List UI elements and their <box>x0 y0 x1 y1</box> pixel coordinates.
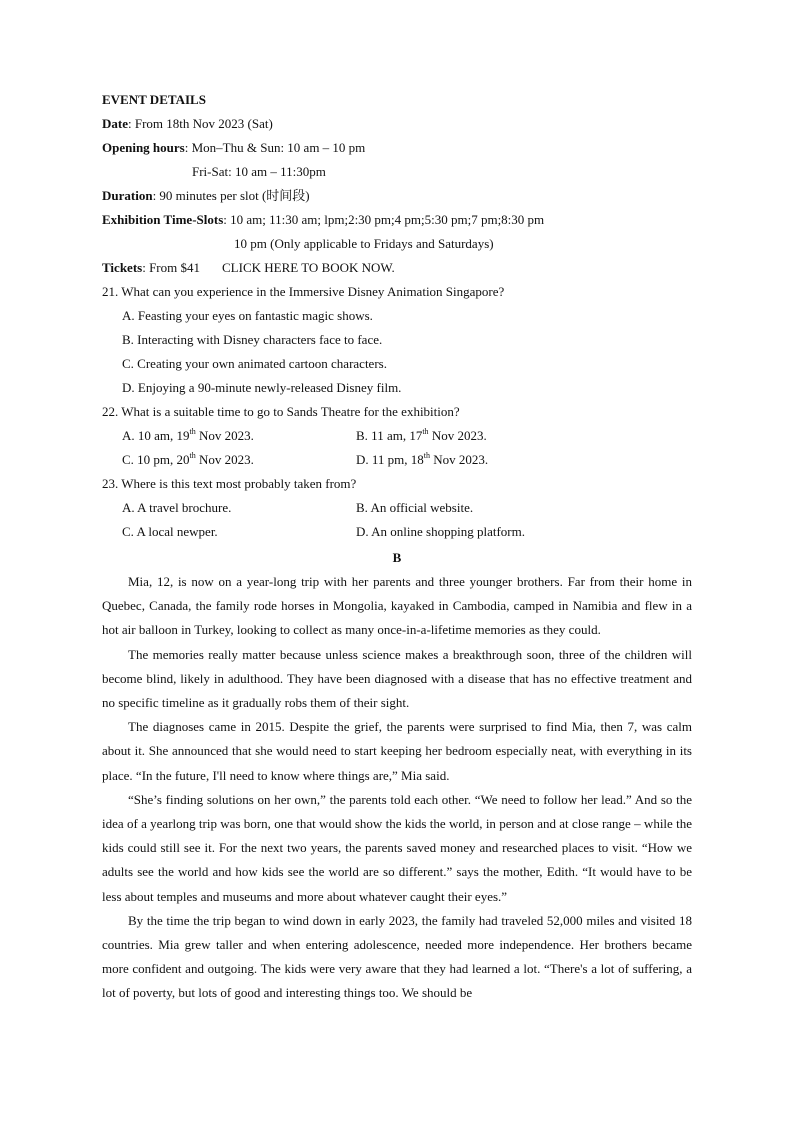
duration-value: : 90 minutes per slot (时间段) <box>152 188 310 203</box>
book-now-link[interactable]: CLICK HERE TO BOOK NOW. <box>222 260 395 275</box>
hours-value-weekend: Fri-Sat: 10 am – 11:30pm <box>192 164 326 179</box>
hours-line <box>102 136 692 160</box>
hours-value-weekday: : Mon–Thu & Sun: 10 am – 10 pm <box>184 140 366 155</box>
hours-label: Opening hours <box>102 140 185 155</box>
paragraph-2: The memories really matter because unless science makes a breakthrough soon, three of the children will become blind, likely in adulthood. They have been diagnosed with a disease that has no effective treatment and no specific timeline as it gradually robs them of their sight. <box>102 646 692 711</box>
date-line <box>102 112 692 136</box>
question-23: 23. Where is this text most probably taken from? <box>102 476 357 491</box>
tickets-value: : From $41 <box>142 260 201 275</box>
option-21-a: A. Feasting your eyes on fantastic magic shows. <box>122 308 373 323</box>
date-label: Date <box>102 116 128 131</box>
options-22-row-2 <box>102 448 692 472</box>
option-22-d: D. 11 pm, 18th Nov 2023. <box>356 450 489 467</box>
paragraph-4: “She’s finding solutions on her own,” the parents told each other. “We need to follow her lead.” And so the idea of a yearlong trip was born, one that would show the kids the world, in person and at close range – while the kids could still see it. For the next two years, the parents saved money and researched places to visit. “How we adults see the world and how kids see the world are so different.” says the mother, Edith. “It would have to be less about temples and museums and more about whatever caught their eyes.” <box>102 791 692 904</box>
tickets-label: Tickets <box>102 260 143 275</box>
options-23-row-2 <box>102 520 692 544</box>
hours-line-weekend <box>102 160 692 184</box>
option-22-c: C. 10 pm, 20th Nov 2023. <box>122 450 254 467</box>
option-23-b: B. An official website. <box>356 500 474 515</box>
options-22-row-1 <box>102 424 692 448</box>
tickets-line <box>102 256 692 280</box>
document-page <box>102 88 692 1006</box>
paragraph-3: The diagnoses came in 2015. Despite the grief, the parents were surprised to find Mia, then 7, was calm about it. She announced that she would need to start keeping her bedroom especially neat, with everything in its place. “In the future, I'll need to know where things are,” Mia said. <box>102 719 692 783</box>
paragraph-1: Mia, 12, is now on a year-long trip with her parents and three younger brothers. Far from their home in Quebec, Canada, the family rode horses in Mongolia, kayaked in Cambodia, camped in Namibia and flew in a hot air balloon in Turkey, looking to collect as many once-in-a-lifetime memories as they could. <box>102 574 692 638</box>
option-21-b: B. Interacting with Disney characters face to face. <box>122 332 383 347</box>
option-22-b: B. 11 am, 17th Nov 2023. <box>356 426 487 443</box>
slots-line-2 <box>102 232 692 256</box>
slots-label: Exhibition Time-Slots <box>102 212 224 227</box>
option-23-d: D. An online shopping platform. <box>356 524 525 539</box>
option-23-c: C. A local newper. <box>122 524 218 539</box>
slots-value: : 10 am; 11:30 am; lpm;2:30 pm;4 pm;5:30 pm;7 pm;8:30 pm <box>223 212 545 227</box>
question-22: 22. What is a suitable time to go to Sands Theatre for the exhibition? <box>102 404 460 419</box>
paragraph-5: By the time the trip began to wind down in early 2023, the family had traveled 52,000 miles and visited 18 countries. Mia grew taller and when entering adolescence, needed more independence. Her brothers became more confident and outgoing. The kids were very aware that they had learned a lot. “There's a lot of suffering, a lot of poverty, but lots of good and interesting things too. We should be <box>102 912 692 1001</box>
slots-value-late: 10 pm (Only applicable to Fridays and Saturdays) <box>234 236 494 251</box>
slots-line <box>102 208 692 232</box>
option-22-a: A. 10 am, 19th Nov 2023. <box>122 426 254 443</box>
question-21: 21. What can you experience in the Immersive Disney Animation Singapore? <box>102 284 505 299</box>
duration-line <box>102 184 692 208</box>
section-b-heading: B <box>392 550 402 565</box>
duration-label: Duration <box>102 188 153 203</box>
option-21-d: D. Enjoying a 90-minute newly-released Disney film. <box>122 380 402 395</box>
option-21-c: C. Creating your own animated cartoon characters. <box>122 356 387 371</box>
event-heading: EVENT DETAILS <box>102 92 206 107</box>
options-23-row-1 <box>102 496 692 520</box>
option-23-a: A. A travel brochure. <box>122 500 232 515</box>
date-value: : From 18th Nov 2023 (Sat) <box>128 116 273 131</box>
